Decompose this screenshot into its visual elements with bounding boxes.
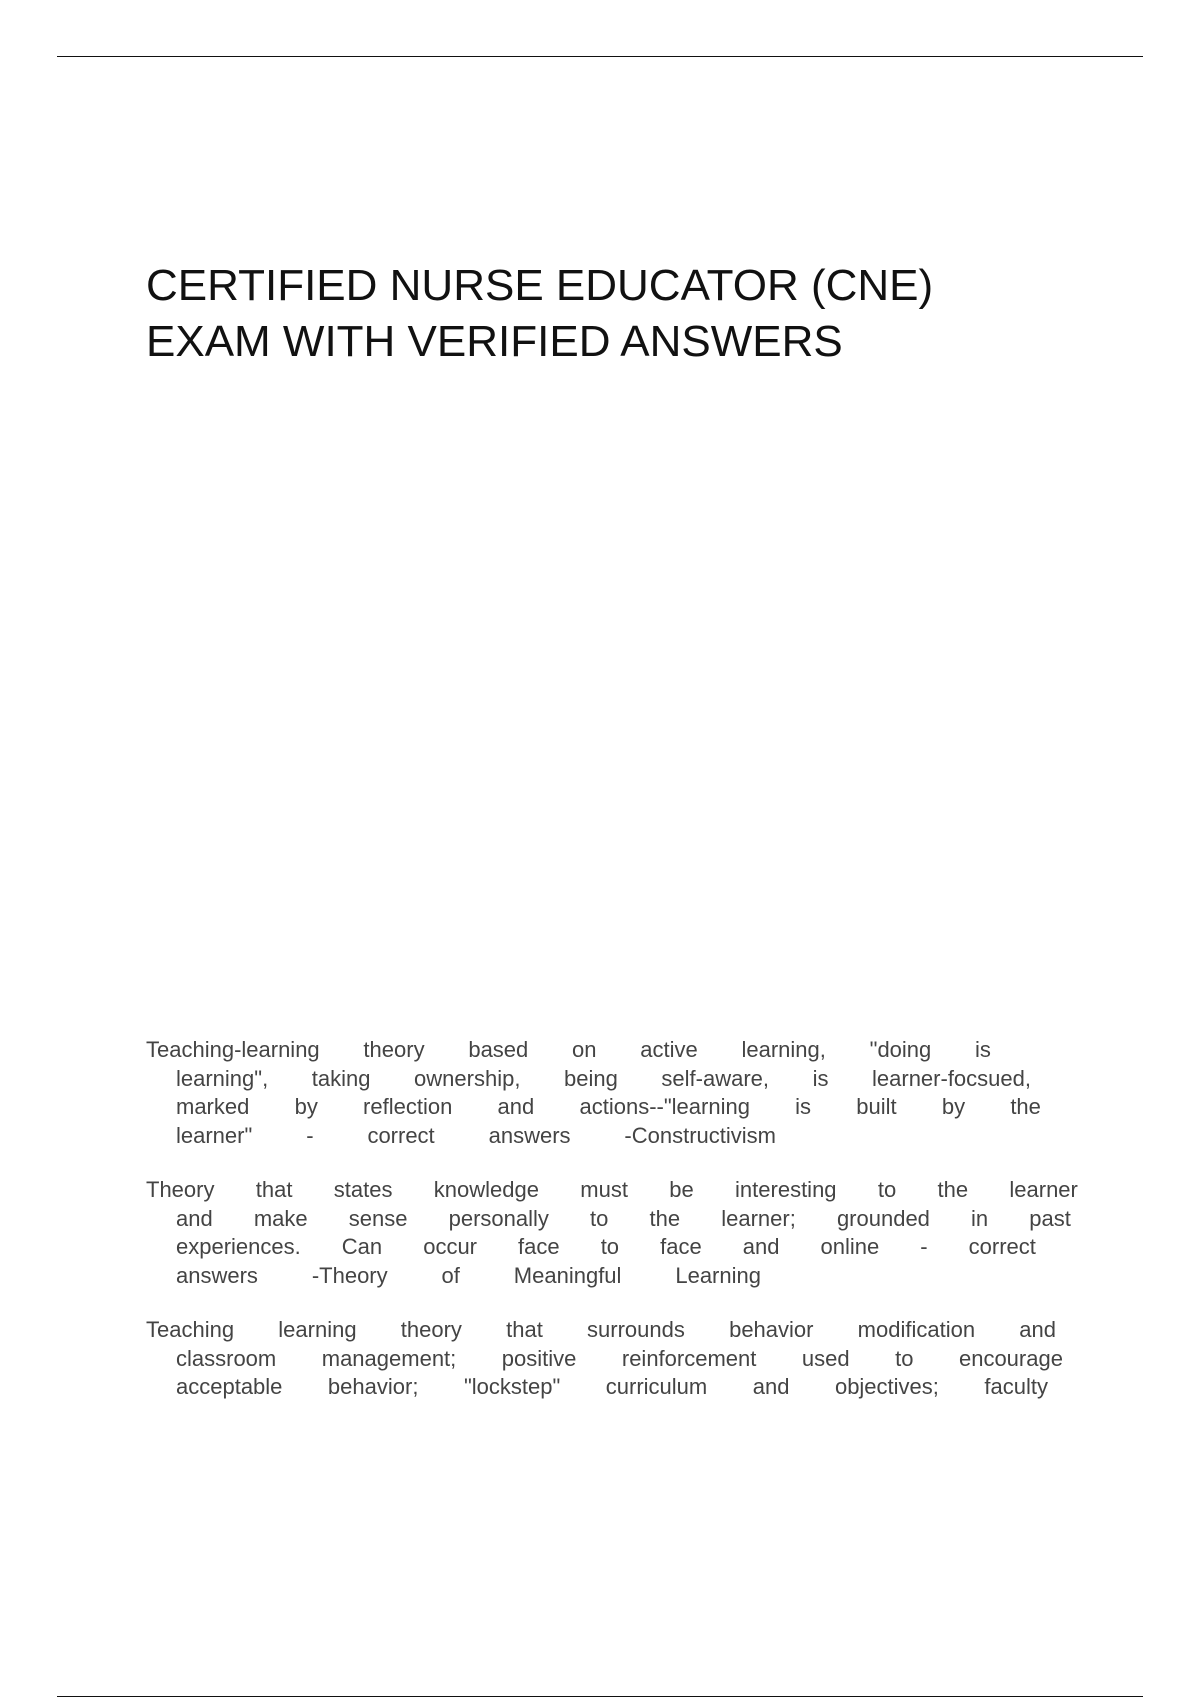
word: behavior; <box>327 1374 419 1399</box>
word: make <box>253 1205 308 1231</box>
word: that <box>506 1317 543 1342</box>
word: to <box>590 1205 609 1231</box>
word: and <box>742 1234 780 1259</box>
word: surrounds <box>587 1317 685 1342</box>
word: to <box>600 1234 620 1259</box>
word: Theory <box>146 1177 215 1202</box>
word: Teaching-learning <box>146 1037 320 1062</box>
question-item <box>146 1316 1080 1402</box>
question-line <box>146 1036 991 1065</box>
word: modification <box>857 1317 976 1342</box>
word: knowledge <box>433 1177 539 1202</box>
word: to <box>895 1345 914 1371</box>
question-line <box>146 1122 776 1151</box>
word: acceptable <box>176 1374 283 1399</box>
word: learning <box>278 1317 357 1342</box>
word: correct <box>367 1122 435 1148</box>
word: to <box>877 1177 897 1202</box>
question-line <box>146 1316 1056 1345</box>
word: and <box>176 1205 213 1231</box>
word: active <box>640 1037 698 1062</box>
word: learning", <box>176 1065 269 1091</box>
word: interesting <box>735 1177 837 1202</box>
word: and <box>497 1094 535 1119</box>
question-line <box>146 1065 1031 1094</box>
word: -Constructivism <box>624 1122 776 1148</box>
word: theory <box>400 1317 462 1342</box>
word: learner <box>1009 1177 1078 1202</box>
word: and <box>1019 1317 1056 1342</box>
question-line <box>146 1345 1063 1374</box>
word: face <box>660 1234 702 1259</box>
word: positive <box>501 1345 577 1371</box>
footer-rule <box>57 1696 1143 1697</box>
word: answers <box>488 1122 571 1148</box>
word: in <box>971 1205 989 1231</box>
word: marked <box>176 1094 250 1119</box>
word: reinforcement <box>621 1345 757 1371</box>
word: online <box>820 1234 880 1259</box>
word: learner" <box>176 1122 253 1148</box>
word: the <box>937 1177 969 1202</box>
word: Teaching <box>146 1317 235 1342</box>
word: built <box>856 1094 897 1119</box>
word: face <box>518 1234 560 1259</box>
word: personally <box>448 1205 549 1231</box>
word: past <box>1029 1205 1071 1231</box>
word: Can <box>341 1234 383 1259</box>
question-line <box>146 1373 1048 1402</box>
word: occur <box>423 1234 477 1259</box>
word: based <box>468 1037 529 1062</box>
word: the <box>649 1205 681 1231</box>
word: learner; <box>721 1205 796 1231</box>
word: experiences. <box>176 1234 301 1259</box>
word: actions--"learning <box>579 1094 750 1119</box>
question-item <box>146 1036 1080 1150</box>
word: Learning <box>675 1262 761 1288</box>
word: - <box>306 1122 314 1148</box>
word: states <box>333 1177 393 1202</box>
question-list <box>146 1036 1080 1428</box>
word: answers <box>176 1262 258 1288</box>
word: the <box>1010 1094 1041 1119</box>
word: be <box>669 1177 694 1202</box>
question-line <box>146 1176 1078 1205</box>
word: theory <box>363 1037 425 1062</box>
word: "doing <box>869 1037 932 1062</box>
title-line-1: CERTIFIED NURSE EDUCATOR (CNE) <box>146 261 934 310</box>
word: on <box>572 1037 597 1062</box>
word: taking <box>311 1065 371 1091</box>
word: must <box>580 1177 628 1202</box>
word: faculty <box>984 1374 1048 1399</box>
question-line <box>146 1233 1036 1262</box>
word: encourage <box>958 1345 1063 1371</box>
word: by <box>941 1094 966 1119</box>
word: reflection <box>363 1094 453 1119</box>
word: is <box>975 1037 991 1062</box>
word: of <box>441 1262 460 1288</box>
word: "lockstep" <box>463 1374 561 1399</box>
word: learning, <box>741 1037 826 1062</box>
word: and <box>752 1374 790 1399</box>
word: self-aware, <box>661 1065 769 1091</box>
word: - <box>920 1234 928 1259</box>
word: used <box>801 1345 850 1371</box>
word: being <box>564 1065 618 1091</box>
header-rule <box>57 56 1143 57</box>
title-line-2: EXAM WITH VERIFIED ANSWERS <box>146 317 843 366</box>
document-title <box>146 258 1106 370</box>
word: is <box>812 1065 829 1091</box>
word: objectives; <box>834 1374 939 1399</box>
word: classroom <box>176 1345 277 1371</box>
question-line <box>146 1205 1071 1234</box>
word: correct <box>968 1234 1036 1259</box>
question-line <box>146 1262 761 1291</box>
question-item <box>146 1176 1080 1290</box>
word: by <box>294 1094 318 1119</box>
word: behavior <box>729 1317 814 1342</box>
word: ownership, <box>414 1065 521 1091</box>
word: management; <box>321 1345 457 1371</box>
word: that <box>255 1177 293 1202</box>
word: Meaningful <box>513 1262 622 1288</box>
word: -Theory <box>311 1262 388 1288</box>
word: is <box>795 1094 812 1119</box>
word: learner-focsued, <box>872 1065 1031 1091</box>
word: grounded <box>836 1205 930 1231</box>
word: sense <box>348 1205 408 1231</box>
word: curriculum <box>605 1374 708 1399</box>
question-line <box>146 1093 1041 1122</box>
